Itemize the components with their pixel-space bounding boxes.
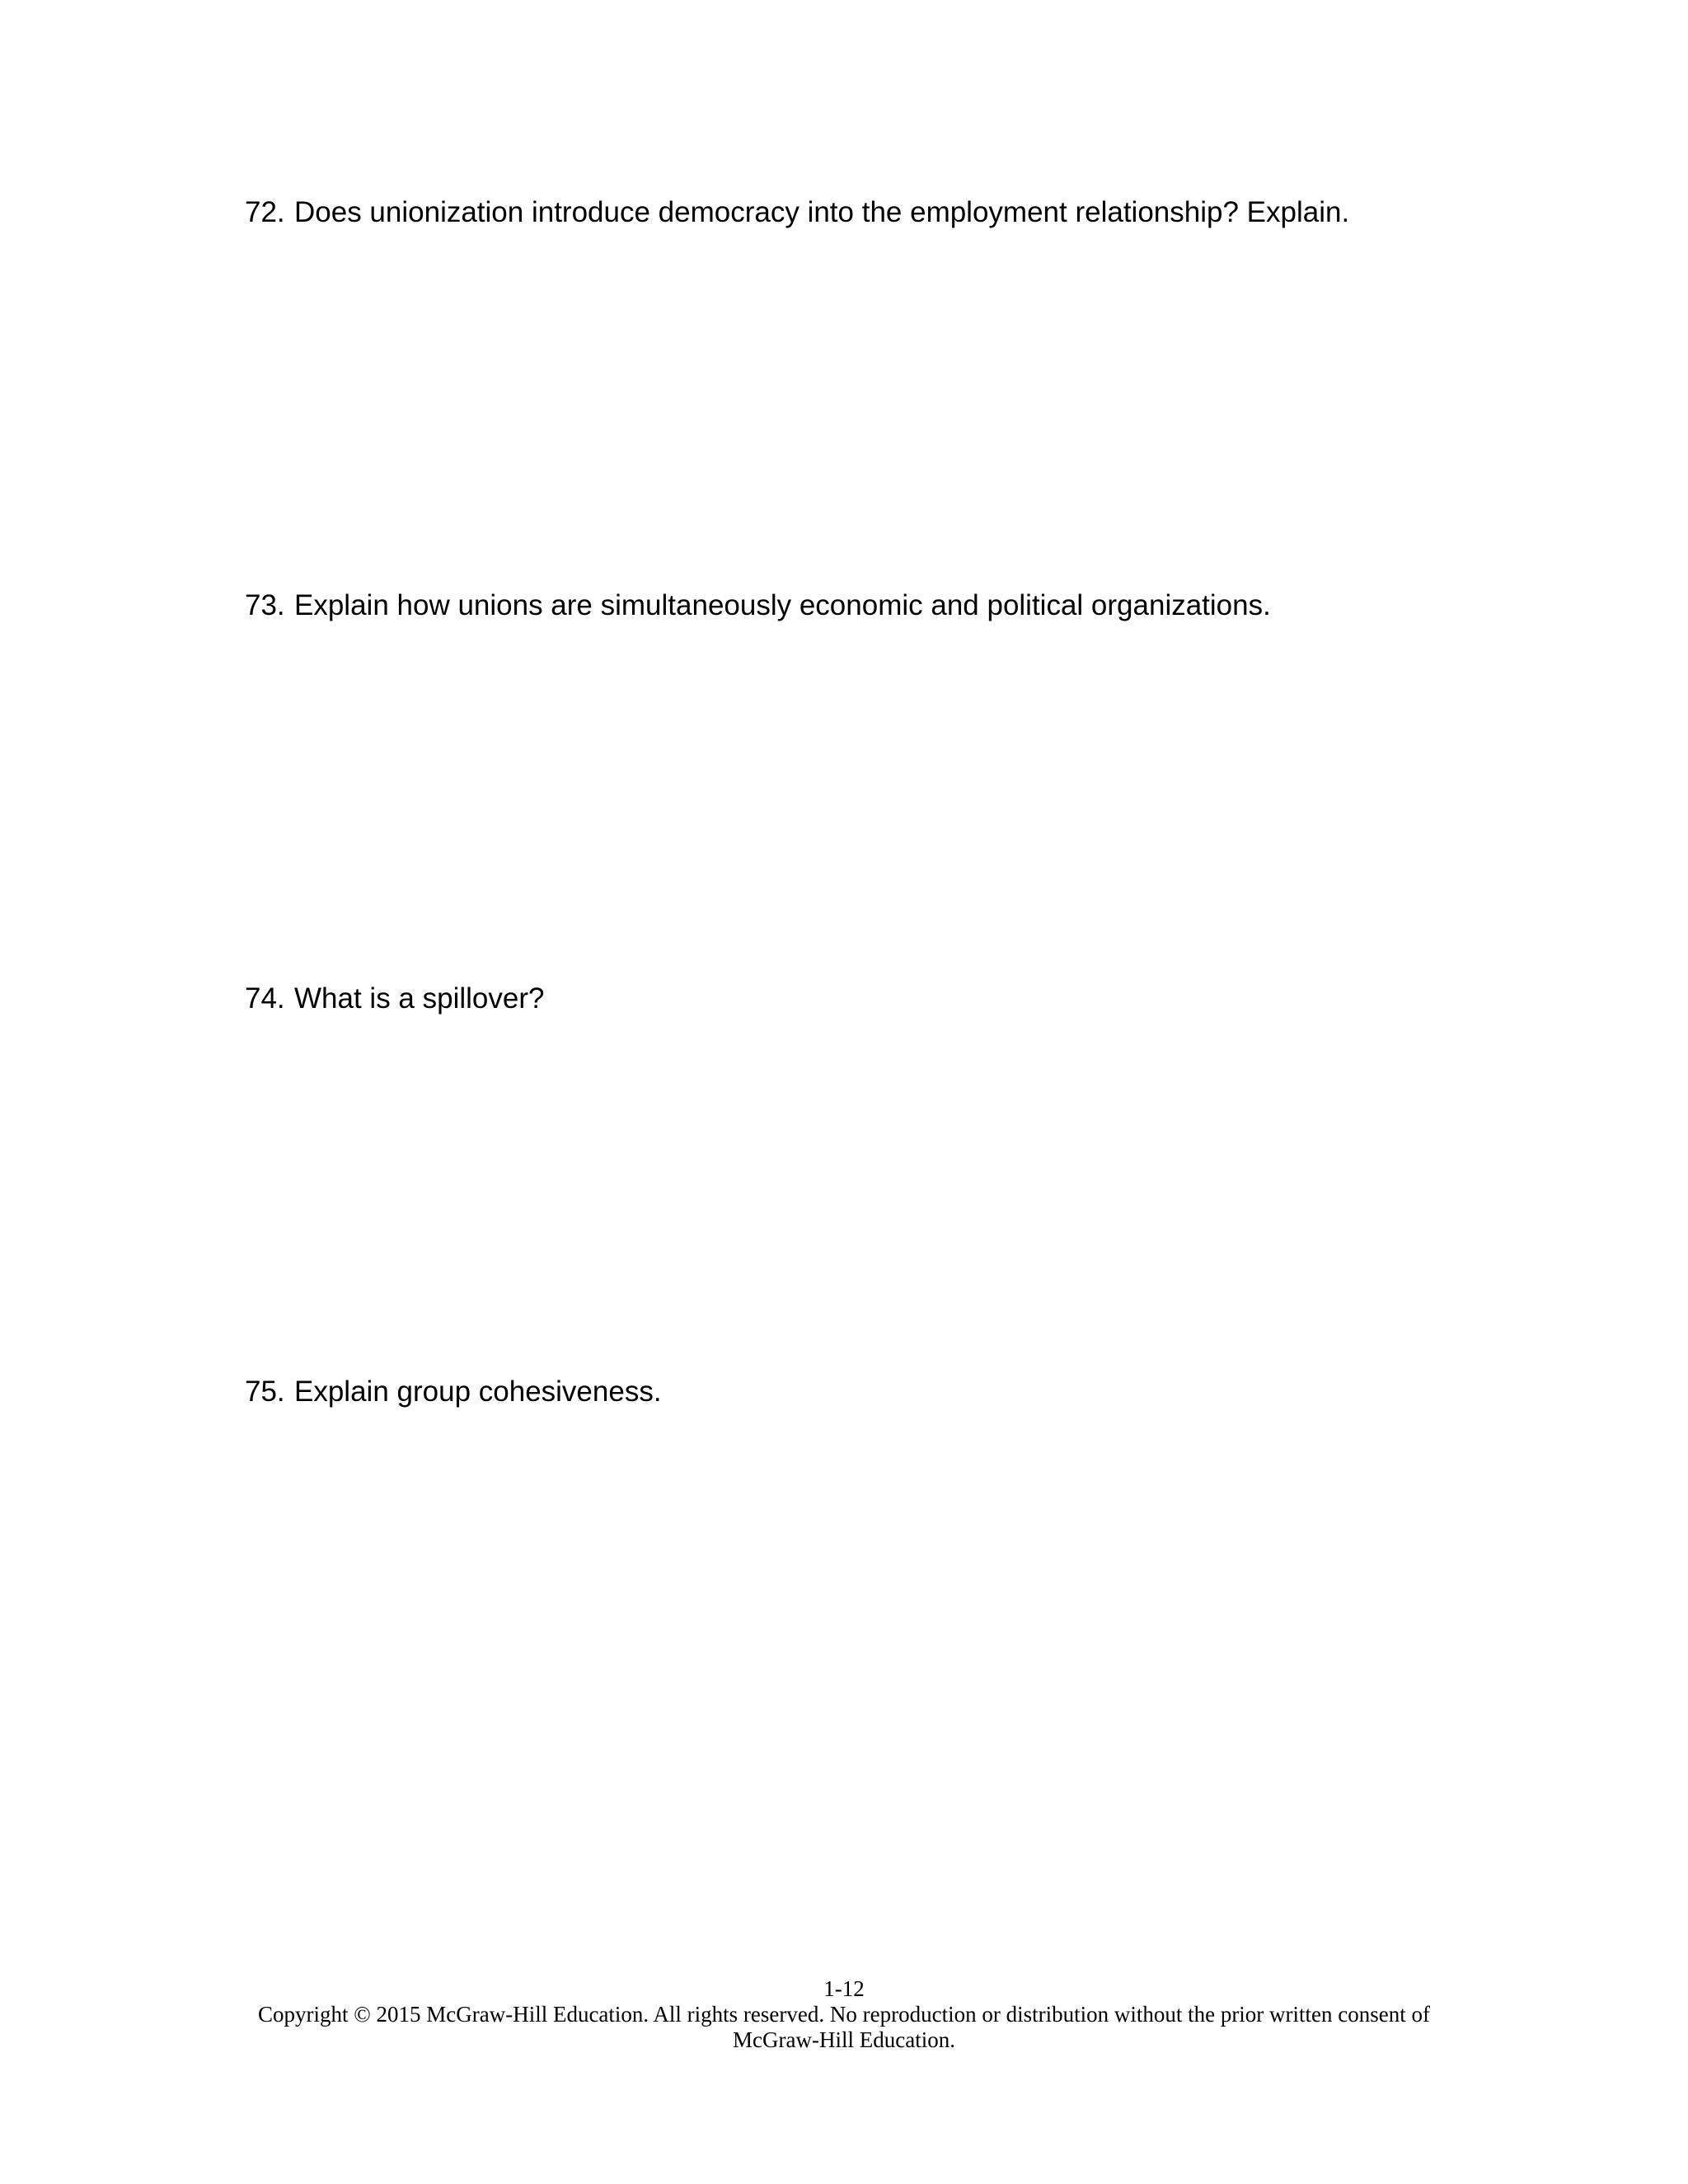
question-text: Explain group cohesiveness. [294, 1376, 662, 1408]
question-73 [245, 588, 1271, 624]
question-number: 73. [245, 589, 285, 621]
question-number: 75. [245, 1376, 285, 1408]
question-text: Explain how unions are simultaneously economic and political organizations. [294, 589, 1271, 621]
page-footer [0, 1976, 1688, 2053]
page-number: 1-12 [823, 1976, 865, 2001]
question-74 [245, 981, 544, 1017]
copyright-line-1: Copyright © 2015 McGraw-Hill Education. All rights reserved. No reproduction or distribution without the prior written consent of [257, 2002, 1430, 2027]
question-number: 74. [245, 982, 285, 1015]
question-number: 72. [245, 196, 285, 228]
question-75 [245, 1374, 662, 1410]
question-text: Does unionization introduce democracy into the employment relationship? Explain. [294, 196, 1350, 228]
question-text: What is a spillover? [294, 982, 545, 1015]
question-72 [245, 194, 1349, 231]
copyright-line-2: McGraw-Hill Education. [733, 2027, 955, 2052]
